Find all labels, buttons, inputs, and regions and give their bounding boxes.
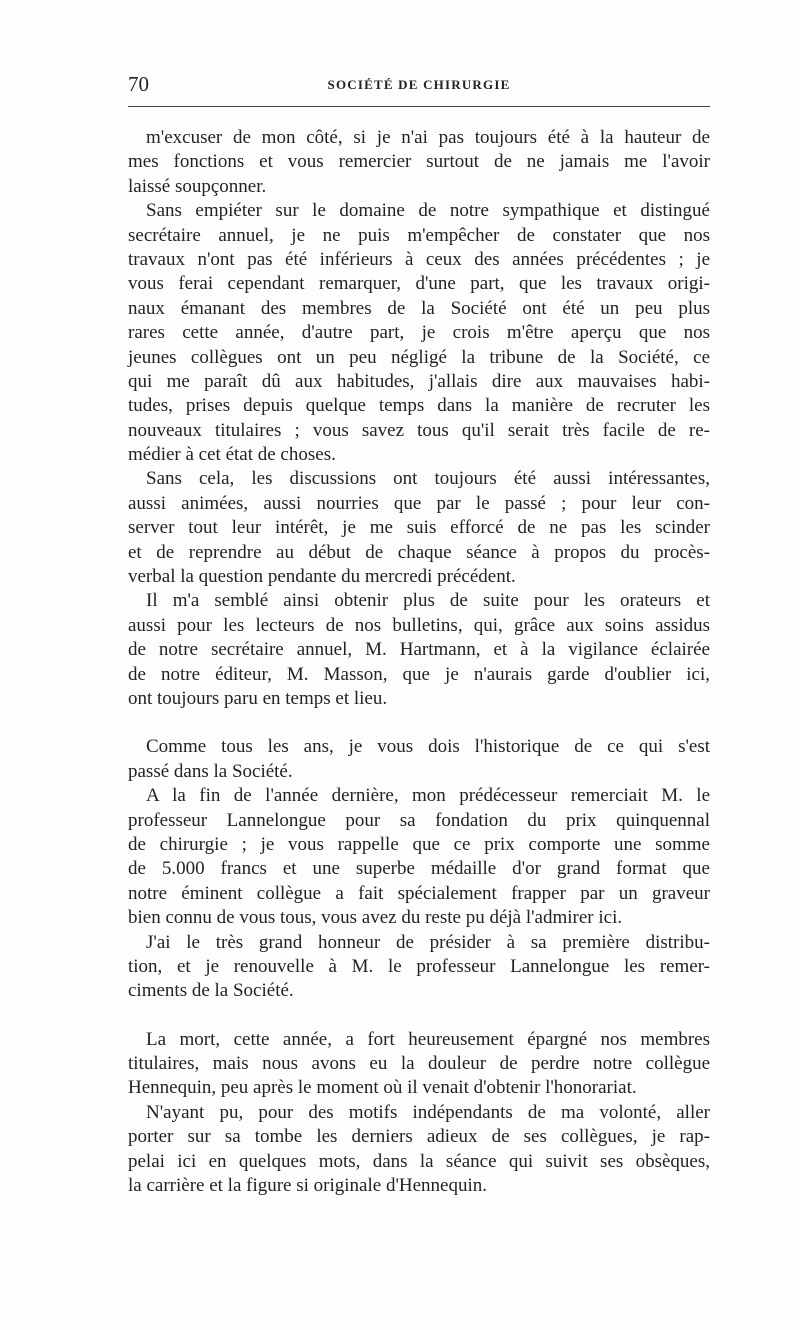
text-line: pelai ici en quelques mots, dans la séance qui suivit ses obsèques, (128, 1150, 710, 1172)
text-line: de notre éditeur, M. Masson, que je n'aurais garde d'oublier ici, (128, 663, 710, 685)
text-line: rares cette année, d'autre part, je crois m'être aperçu que nos (128, 322, 710, 344)
page-header (128, 70, 710, 100)
text-line: de 5.000 francs et une superbe médaille d'or grand format que (128, 858, 710, 880)
section-break (128, 1004, 710, 1028)
text-line: de chirurgie ; je vous rappelle que ce prix comporte une somme (128, 833, 710, 855)
text-line: mes fonctions et vous remercier surtout de ne jamais me l'avoir (128, 151, 710, 173)
paragraph (128, 784, 710, 930)
text-line: La mort, cette année, a fort heureusement épargné nos membres (146, 1028, 710, 1050)
text-line: aussi animées, aussi nourries que par le passé ; pour leur con- (128, 492, 710, 514)
text-line: professeur Lannelongue pour sa fondation du prix quinquennal (128, 809, 710, 831)
text-line: travaux n'ont pas été inférieurs à ceux des années précédentes ; je (128, 248, 710, 270)
paragraph (128, 199, 710, 467)
text-line: vous ferai cependant remarquer, d'une part, que les travaux origi- (128, 273, 710, 295)
text-line: notre éminent collègue a fait spécialement frapper par un graveur (128, 882, 710, 904)
text-line: ciments de la Société. (128, 980, 294, 1002)
text-line: server tout leur intérêt, je me suis efforcé de ne pas les scinder (128, 517, 710, 539)
text-line: aussi pour les lecteurs de nos bulletins, qui, grâce aux soins assidus (128, 614, 710, 636)
text-line: Sans empiéter sur le domaine de notre sympathique et distingué (146, 200, 710, 222)
text-line: Hennequin, peu après le moment où il venait d'obtenir l'honorariat. (128, 1077, 637, 1099)
text-line: la carrière et la figure si originale d'Hennequin. (128, 1175, 487, 1197)
text-line: ont toujours paru en temps et lieu. (128, 687, 388, 709)
text-line: passé dans la Société. (128, 760, 293, 782)
paragraph (128, 1101, 710, 1199)
section-break (128, 711, 710, 735)
page-number: 70 (128, 72, 149, 96)
text-line: laissé soupçonner. (128, 175, 267, 197)
text-line: A la fin de l'année dernière, mon prédécesseur remerciait M. le (146, 785, 710, 807)
text-line: N'ayant pu, pour des motifs indépendants de ma volonté, aller (146, 1101, 710, 1123)
paragraph (128, 1028, 710, 1101)
paragraph (128, 735, 710, 784)
text-line: de notre secrétaire annuel, M. Hartmann, et à la vigilance éclairée (128, 639, 710, 661)
header-rule (128, 106, 710, 107)
text-line: m'excuser de mon côté, si je n'ai pas toujours été à la hauteur de (146, 127, 710, 148)
paragraph (128, 589, 710, 711)
text-line: tion, et je renouvelle à M. le professeur Lannelongue les remer- (128, 955, 710, 977)
text-line: naux émanant des membres de la Société ont été un peu plus (128, 297, 710, 319)
text-line: qui me paraît dû aux habitudes, j'allais dire aux mauvaises habi- (128, 370, 710, 392)
text-line: et de reprendre au début de chaque séance à propos du procès- (128, 541, 710, 563)
text-line: verbal la question pendante du mercredi précédent. (128, 566, 516, 588)
running-title: SOCIÉTÉ DE CHIRURGIE (327, 77, 511, 92)
text-line: Comme tous les ans, je vous dois l'historique de ce qui s'est (146, 736, 710, 758)
text-line: Il m'a semblé ainsi obtenir plus de suite pour les orateurs et (146, 590, 710, 612)
paragraph (128, 931, 710, 1004)
text-line: médier à cet état de choses. (128, 444, 336, 466)
text-line: porter sur sa tombe les derniers adieux de ses collègues, je rap- (128, 1126, 710, 1148)
text-line: nouveaux titulaires ; vous savez tous qu'il serait très facile de re- (128, 419, 710, 441)
text-line: titulaires, mais nous avons eu la douleur de perdre notre collègue (128, 1053, 710, 1075)
text-line: Sans cela, les discussions ont toujours été aussi intéressantes, (146, 468, 710, 490)
text-line: secrétaire annuel, je ne puis m'empêcher de constater que nos (128, 224, 710, 246)
text-line: tudes, prises depuis quelque temps dans la manière de recruter les (128, 395, 710, 417)
body-text (128, 126, 710, 1198)
text-line: jeunes collègues ont un peu négligé la tribune de la Société, ce (128, 346, 710, 368)
paragraph (128, 126, 710, 199)
paragraph (128, 467, 710, 589)
text-line: bien connu de vous tous, vous avez du reste pu déjà l'admirer ici. (128, 907, 623, 929)
text-line: J'ai le très grand honneur de présider à sa première distribu- (146, 931, 710, 953)
